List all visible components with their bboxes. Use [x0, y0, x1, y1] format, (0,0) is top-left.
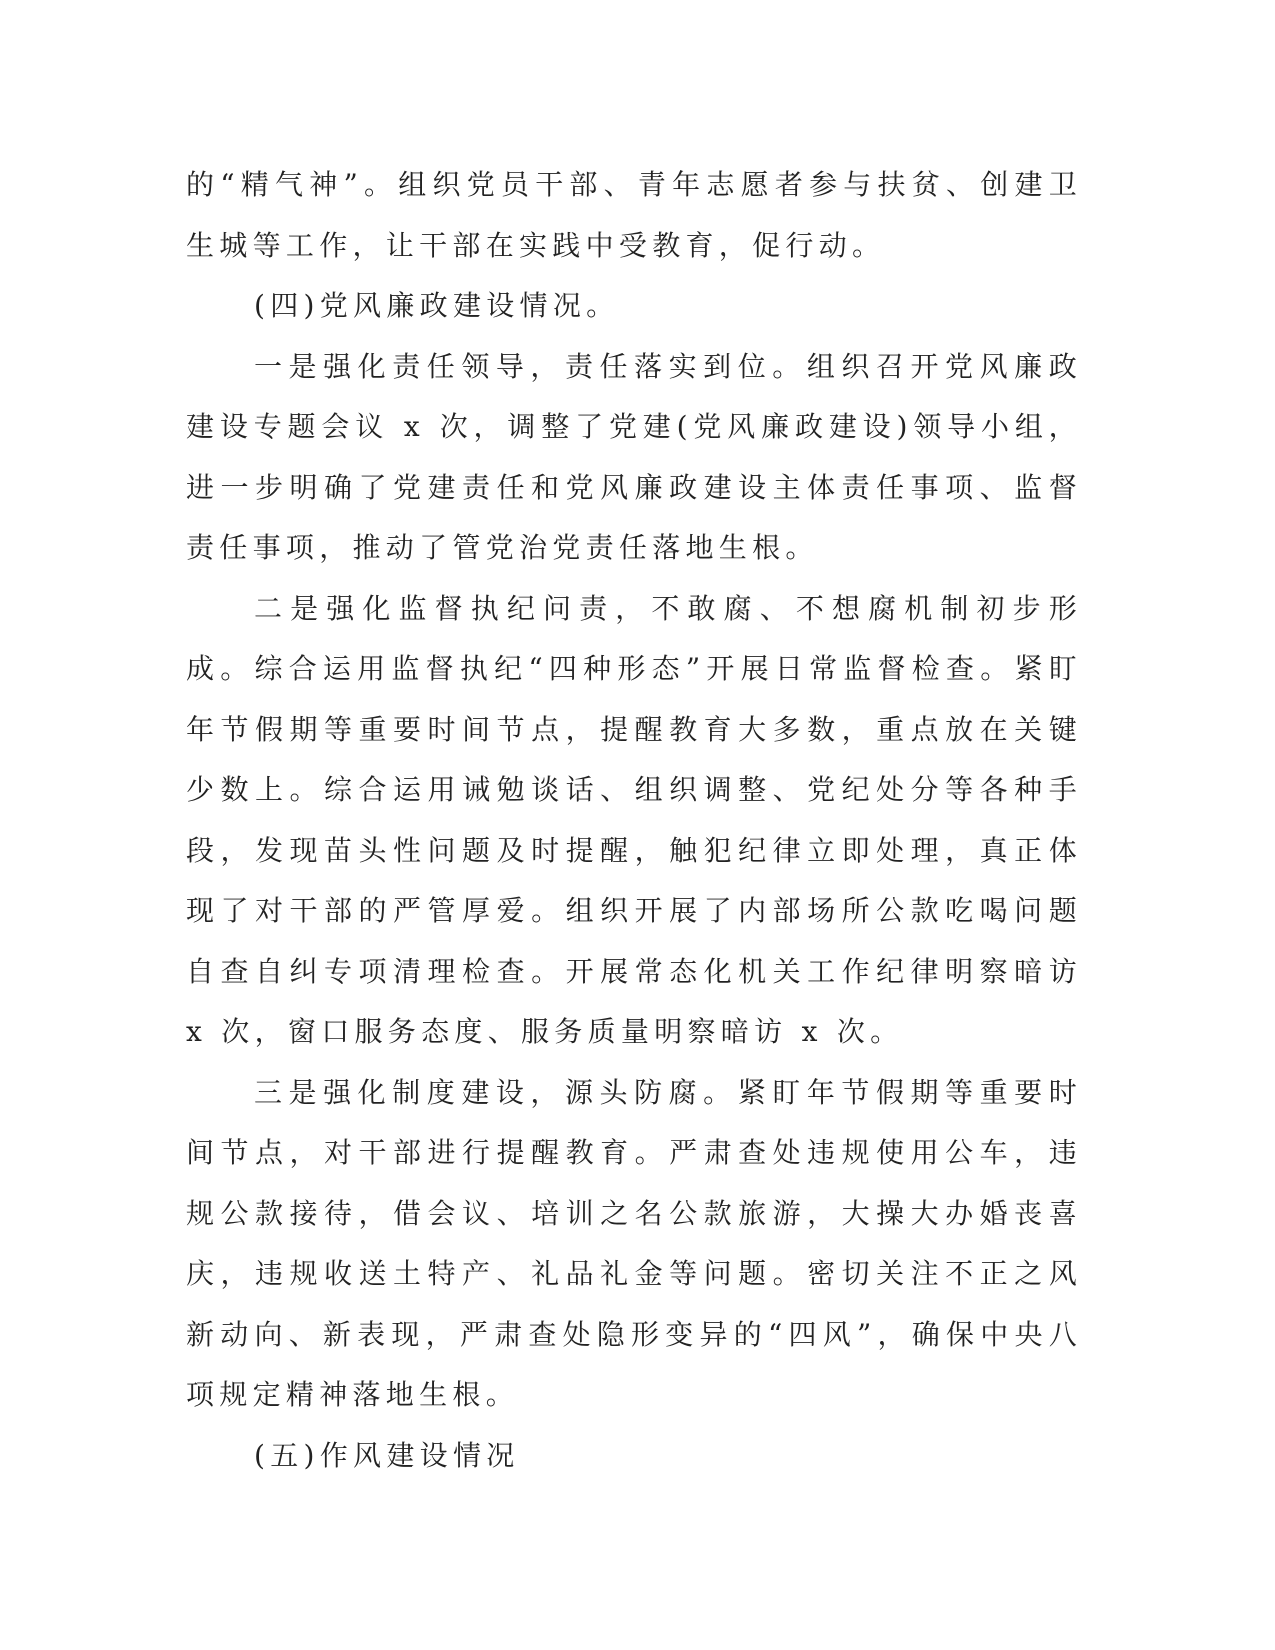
section-heading-four: (四)党风廉政建设情况。	[254, 289, 620, 322]
paragraph-item-one: 一是强化责任领导，责任落实到位。组织召开党风廉政建设专题会议 x 次，调整了党建(党风廉政建设)领导小组，进一步明确了党建责任和党风廉政建设主体责任事项、监督责任事项，推动了管党治党责任落地生根。	[186, 349, 1082, 564]
paragraph-item-three: 三是强化制度建设，源头防腐。紧盯年节假期等重要时间节点，对干部进行提醒教育。严肃查处违规使用公车，违规公款接待，借会议、培训之名公款旅游，大操大办婚丧喜庆，违规收送土特产、礼品礼金等问题。密切关注不正之风新动向、新表现，严肃查处隐形变异的“四风”，确保中央八项规定精神落地生根。	[186, 1075, 1082, 1411]
section-heading-five: (五)作风建设情况	[254, 1438, 520, 1472]
document-page	[186, 155, 1082, 1486]
paragraph-continuation: 的“精气神”。组织党员干部、青年志愿者参与扶贫、创建卫生城等工作，让干部在实践中受教育，促行动。	[186, 168, 1082, 262]
paragraph-item-two: 二是强化监督执纪问责，不敢腐、不想腐机制初步形成。综合运用监督执纪“四种形态”开展日常监督检查。紧盯年节假期等重要时间节点，提醒教育大多数，重点放在关键少数上。综合运用诫勉谈话、组织调整、党纪处分等各种手段，发现苗头性问题及时提醒，触犯纪律立即处理，真正体现了对干部的严管厚爱。组织开展了内部场所公款吃喝问题自查自纠专项清理检查。开展常态化机关工作纪律明察暗访 x 次，窗口服务态度、服务质量明察暗访 x 次。	[186, 591, 1082, 1048]
